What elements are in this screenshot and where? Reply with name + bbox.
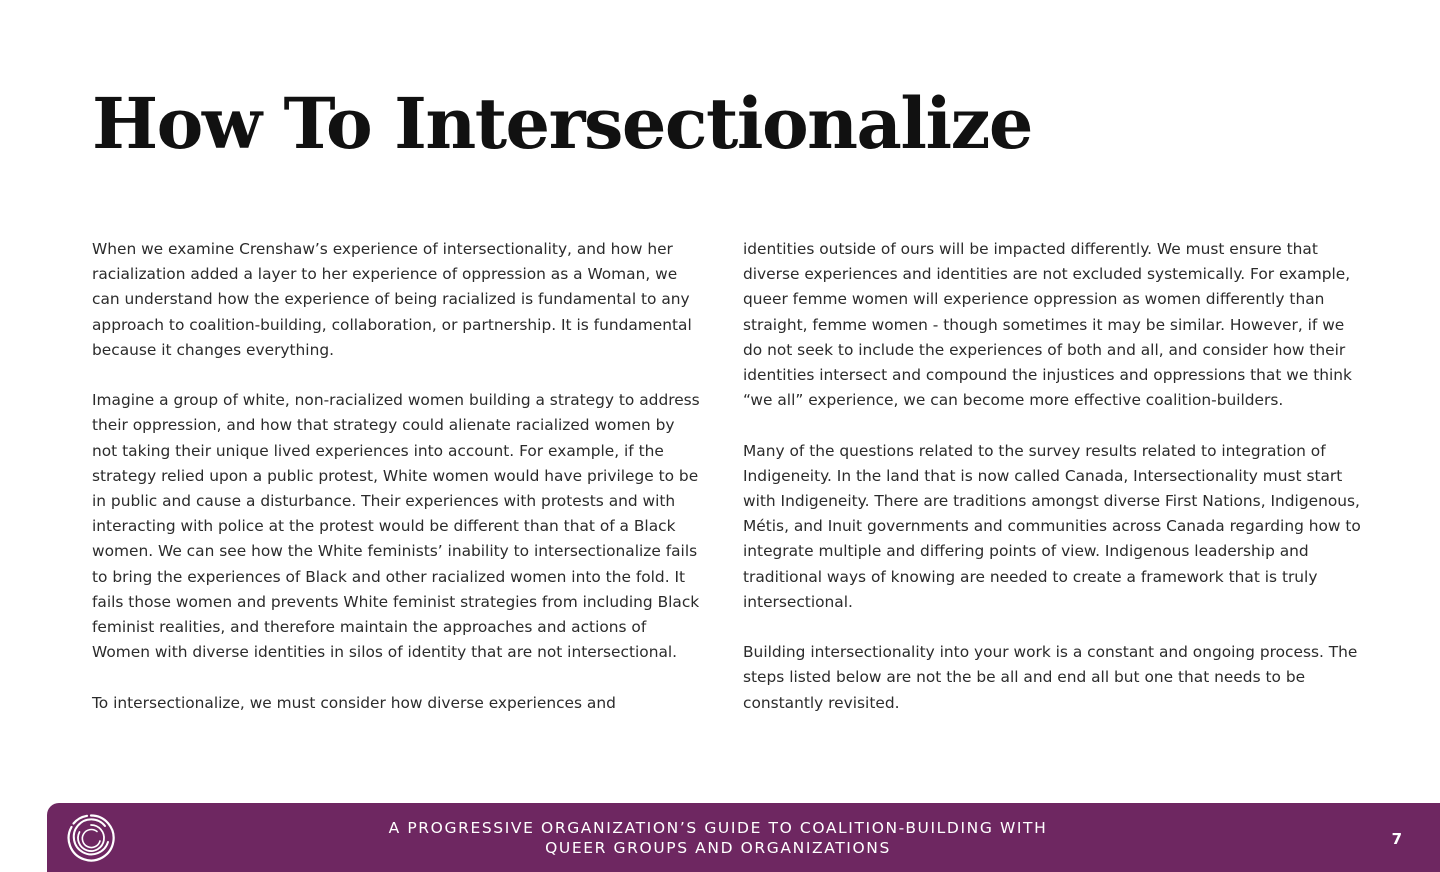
body-paragraph: Many of the questions related to the survey results related to integration of Indigeneity. In the land that is now called Canada, Intersectionality must start with Indigeneity. There are traditions amongst diverse First Nations, Indigenous, Métis, and Inuit governments and communities across Canada regarding how to integrate multiple and differing points of view. Indigenous leadership and traditional ways of knowing are needed to create a framework that is truly intersectional. bbox=[743, 441, 1361, 611]
footer-banner bbox=[47, 803, 1440, 872]
right-text-column bbox=[743, 237, 1361, 741]
footer-title-line: QUEER GROUPS AND ORGANIZATIONS bbox=[545, 839, 891, 857]
page-number: 7 bbox=[1391, 830, 1402, 848]
body-paragraph: When we examine Crenshaw’s experience of intersectionality, and how her racialization added a layer to her experience of oppression as a Woman, we can understand how the experience of being racialized is fundamental to any approach to coalition-building, collaboration, or partnership. It is fundamental because it changes everything. bbox=[92, 240, 692, 359]
footer-guide-title bbox=[307, 818, 1129, 858]
left-text-column bbox=[92, 237, 704, 741]
body-paragraph: identities outside of ours will be impacted differently. We must ensure that diverse experiences and identities are not excluded systemically. For example, queer femme women will experience oppression as women differently than straight, femme women - though sometimes it may be similar. However, if we do not seek to include the experiences of both and all, and consider how their identities intersect and compound the injustices and oppressions that we think “we all” experience, we can become more effective coalition-builders. bbox=[743, 240, 1352, 410]
page-title: How To Intersectionalize bbox=[92, 82, 1032, 165]
body-paragraph: Imagine a group of white, non-racialized women building a strategy to address their oppression, and how that strategy could alienate racialized women by not taking their unique lived experiences into account. For example, if the strategy relied upon a public protest, White women would have privilege to be in public and cause a disturbance. Their experiences with protests and with interacting with police at the protest would be different than that of a Black women. We can see how the White feminists’ inability to intersectionalize fails to bring the experiences of Black and other racialized women into the fold. It fails those women and prevents White feminist strategies from including Black feminist realities, and therefore maintain the approaches and actions of Women with diverse identities in silos of identity that are not intersectional. bbox=[92, 391, 700, 662]
body-paragraph: To intersectionalize, we must consider how diverse experiences and bbox=[92, 693, 616, 712]
concentric-circles-logo-icon bbox=[67, 814, 115, 862]
footer-title-line: A PROGRESSIVE ORGANIZATION’S GUIDE TO COALITION-BUILDING WITH bbox=[388, 819, 1048, 837]
body-paragraph: Building intersectionality into your work is a constant and ongoing process. The steps listed below are not the be all and end all but one that needs to be constantly revisited. bbox=[743, 643, 1358, 712]
